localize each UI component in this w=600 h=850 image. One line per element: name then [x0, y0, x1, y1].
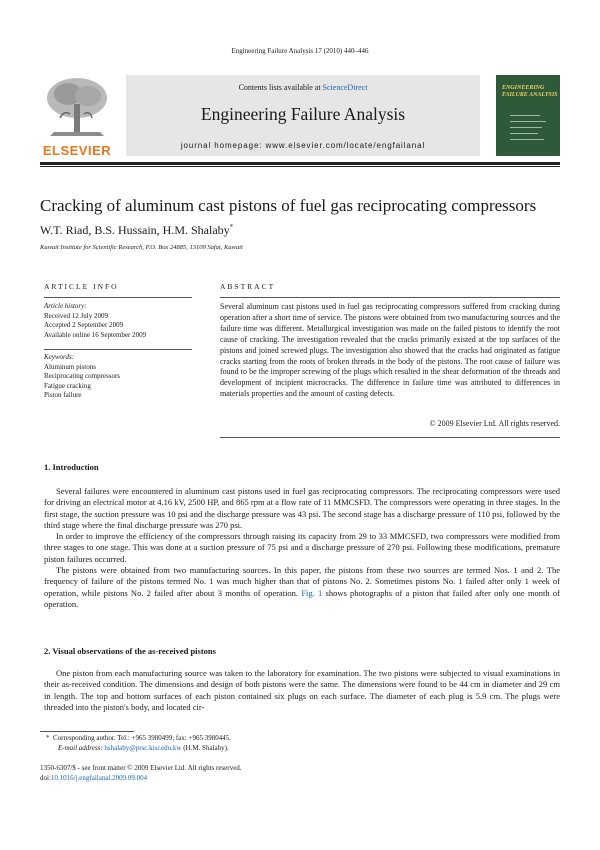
section-heading-introduction: 1. Introduction	[44, 462, 99, 472]
journal-homepage[interactable]: journal homepage: www.elsevier.com/locate/engfailanal	[180, 141, 426, 150]
cover-line	[510, 133, 538, 134]
email-label: E-mail address:	[58, 744, 105, 752]
corresponding-author-mark[interactable]: *	[229, 223, 234, 231]
issn-line: 1350-6307/$ - see front matter © 2009 Elsevier Ltd. All rights reserved.	[40, 764, 242, 772]
article-authors	[40, 223, 233, 238]
intro-p3-text-b: shows photographs of a piston that failed after only one month of operation.	[44, 587, 560, 609]
keywords-rule	[44, 349, 192, 350]
keyword-item: Aluminum pistons	[44, 362, 96, 371]
abstract-text: Several aluminum cast pistons used in fuel gas reciprocating compressors suffered from cracking during operation after a short time of service. The pistons were obtained from two manufacturing sources and the failure time was different. Metallurgical investigation was made on the failed pistons to identify the root cause of cracking. The investigation revealed that the cracks primarily existed at the top surfaces of the pistons and joined screwed plugs. The investigation also showed that the cracks had originated as fatigue cracks starting from the roots of broken threads in the body of the pistons. The root cause of failure was found to be the improper screwing of the plugs which resulted in the shear deformation of the threads and development of incipient microcracks. The difference in failure time was attributed to differences in materials properties and the amount of casting defects.	[220, 302, 560, 399]
cover-line	[510, 139, 544, 140]
article-info-heading: ARTICLE INFO	[44, 282, 119, 291]
author-email-link[interactable]: hshalaby@prsc.kisr.edu.kw	[104, 744, 182, 752]
journal-cover-image	[496, 75, 560, 156]
visual-paragraph-1: One piston from each manufacturing source was taken to the laboratory for examination. The two pistons were subjected to visual examinations in their as-received condition. The dimensions and design of both pistons were the same. The dimensions were found to be 44 cm in diameter and 29 cm in length. The top and bottom surfaces of each piston contained six plugs on each surface. The diameter of each plug is 5.9 cm. The plugs were threaded into the piston's body, and located cir-	[44, 668, 560, 712]
history-received: Received 12 July 2009	[44, 311, 108, 320]
cover-line	[510, 115, 540, 116]
keyword-item: Piston failure	[44, 391, 82, 399]
cover-line	[510, 121, 546, 122]
footnote-line-2	[40, 743, 540, 753]
sciencedirect-link[interactable]: ScienceDirect	[322, 83, 368, 92]
article-info-rule	[44, 297, 192, 298]
footnote-line-1	[40, 733, 540, 743]
introduction-body	[44, 486, 560, 610]
doi-link[interactable]: 10.1016/j.engfailanal.2009.09.004	[50, 774, 148, 782]
intro-p3-text-a: The pistons were obtained from two manufacturing sources. In this paper, the pistons from these two sources are termed Nos. 1 and 2. The frequency of failure of the pistons termed No. 1 was much higher than that of pistons No. 2. Sometimes pistons No. 1 failed after only 1 week of operation, while pistons No. 2 failed after about 3 months of operation.	[44, 565, 560, 598]
email-suffix: (H.M. Shalaby).	[181, 744, 229, 752]
doi-line	[40, 773, 440, 783]
footnote-contact: Corresponding author. Tel.: +965 3980499; fax: +965 3980445.	[53, 734, 231, 742]
footnote-rule	[40, 731, 134, 732]
keyword-item: Fatigue cracking	[44, 381, 91, 390]
article-title: Cracking of aluminum cast pistons of fuel gas reciprocating compressors	[40, 196, 537, 215]
author-affiliation: Kuwait Institute for Scientific Research, P.O. Box 24885, 13109 Safat, Kuwait	[40, 244, 243, 251]
abstract-heading: ABSTRACT	[220, 282, 276, 291]
corresponding-author-footnote	[40, 733, 540, 753]
abstract-copyright: © 2009 Elsevier Ltd. All rights reserved.	[429, 419, 560, 428]
keywords-block	[44, 353, 194, 401]
doi-label: doi:	[40, 774, 51, 782]
cover-line	[510, 127, 542, 128]
visual-observations-body	[44, 668, 560, 713]
history-online: Available online 16 September 2009	[44, 330, 147, 339]
abstract-bottom-rule	[220, 437, 560, 438]
intro-paragraph-2: In order to improve the efficiency of the compressors through raising its capacity from 29 to 33 MMCSFD, two compressors were modified from three stages to one stage. This was done at a suction pressure of 75 psi and a discharge pressure of 270 psi. Following these modifications, premature piston failures occurred.	[44, 531, 560, 564]
intro-paragraph-3	[44, 565, 560, 610]
figure-1-link[interactable]: Fig. 1	[301, 587, 323, 598]
contents-line	[126, 83, 480, 92]
header-rule-thick	[40, 162, 560, 165]
journal-title: Engineering Failure Analysis	[200, 104, 406, 124]
keyword-item: Reciprocating compressors	[44, 372, 121, 380]
header-rule-thin	[40, 166, 560, 167]
journal-citation: Engineering Failure Analysis 17 (2010) 440–446	[231, 47, 369, 55]
cover-title: ENGINEERING FAILURE ANALYSIS	[502, 85, 558, 98]
section-heading-visual-observations: 2. Visual observations of the as-received pistons	[44, 646, 216, 656]
history-label: Article history:	[44, 302, 87, 310]
history-accepted: Accepted 2 September 2009	[44, 321, 124, 329]
abstract-rule	[220, 297, 560, 298]
intro-paragraph-1: Several failures were encountered in aluminum cast pistons used in fuel gas reciprocating compressors. The reciprocating compressors were used for driving an electrical motor at 4.16 kV, 2500 HP, and 865 rpm at a flow rate of 11 MMCSFD. The compressors were operating in three stages. In the first stage, the suction pressure was 10 psi and the discharge pressure was 43 psi. The second stage has a discharge pressure of 110 psi, followed by the third stage where the final discharge pressure was 270 psi.	[44, 486, 560, 530]
footnote-mark: *	[46, 734, 50, 742]
keywords-label: Keywords:	[44, 353, 75, 361]
contents-prefix: Contents lists available at	[238, 83, 323, 92]
article-history	[44, 302, 194, 340]
authors-names: W.T. Riad, B.S. Hussain, H.M. Shalaby	[40, 223, 230, 237]
publisher-logo-text: ELSEVIER	[42, 143, 112, 158]
issn-block	[40, 763, 440, 783]
